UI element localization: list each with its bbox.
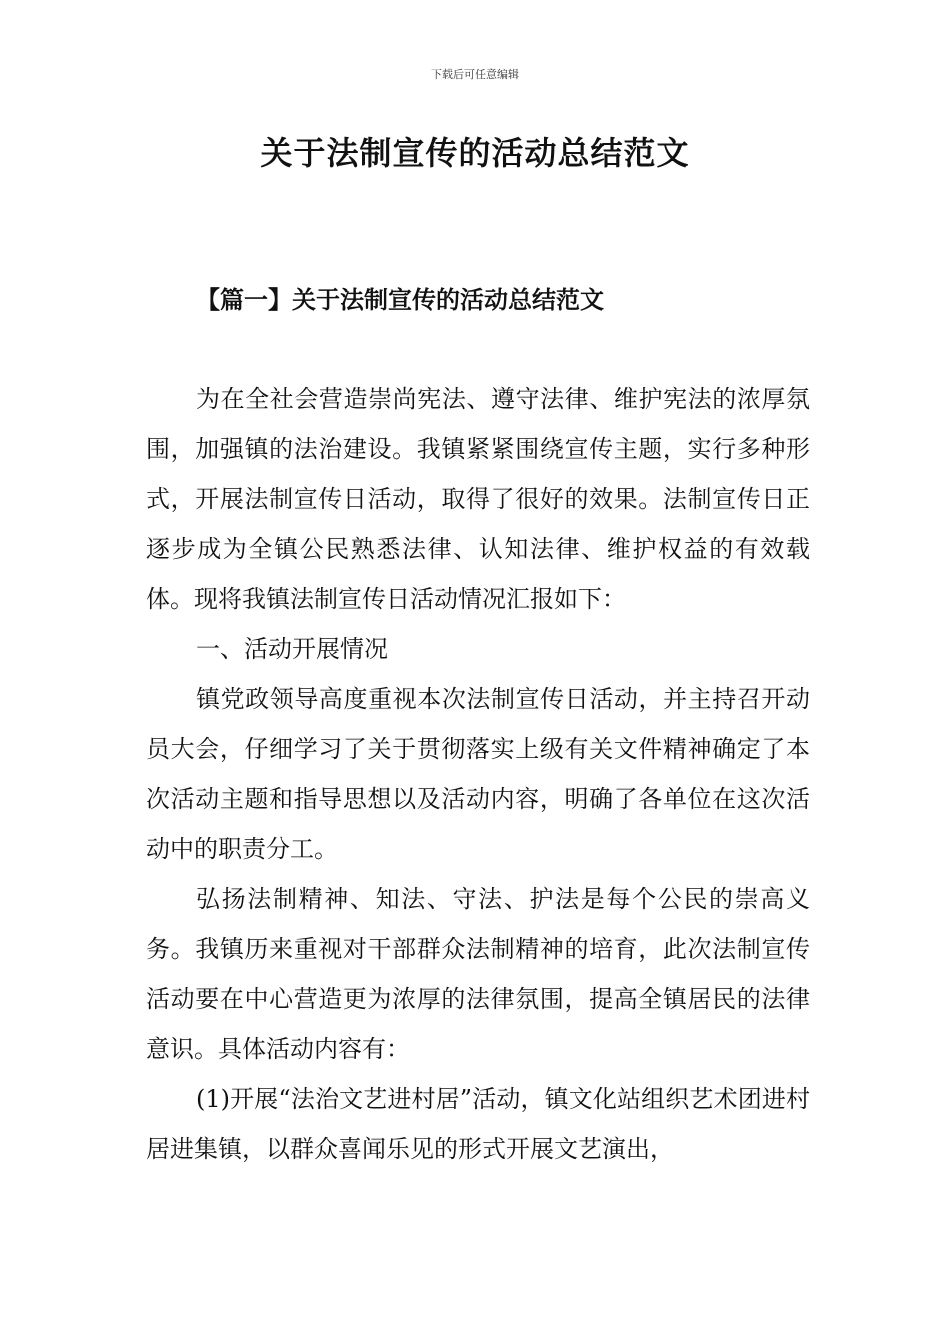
download-note: 下载后可任意编辑 xyxy=(431,68,519,81)
paragraph-intro: 为在全社会营造崇尚宪法、遵守法律、维护宪法的浓厚氛围，加强镇的法治建设。我镇紧紧围绕宣传主题，实行多种形式，开展法制宣传日活动，取得了很好的效果。法制宣传日正逐步成为全镇公民熟悉法律、认知法律、维护权益的有效载体。现将我镇法制宣传日活动情况汇报如下： xyxy=(146,385,810,613)
section-heading: 【篇一】关于法制宣传的活动总结范文 xyxy=(196,285,604,314)
paragraph-item-1: (1)开展“法治文艺进村居”活动，镇文化站组织艺术团进村居进集镇，以群众喜闻乐见的形式开展文艺演出， xyxy=(146,1085,810,1163)
paragraph-legal-spirit: 弘扬法制精神、知法、守法、护法是每个公民的崇高义务。我镇历来重视对干部群众法制精神的培育，此次法制宣传活动要在中心营造更为浓厚的法律氛围，提高全镇居民的法律意识。具体活动内容有： xyxy=(146,885,810,1063)
document-body xyxy=(146,374,810,1174)
document-title: 关于法制宣传的活动总结范文 xyxy=(260,134,690,172)
paragraph-leadership: 镇党政领导高度重视本次法制宣传日活动，并主持召开动员大会，仔细学习了关于贯彻落实上级有关文件精神确定了本次活动主题和指导思想以及活动内容，明确了各单位在这次活动中的职责分工。 xyxy=(146,685,810,863)
subheading-activity-overview: 一、活动开展情况 xyxy=(196,635,388,663)
